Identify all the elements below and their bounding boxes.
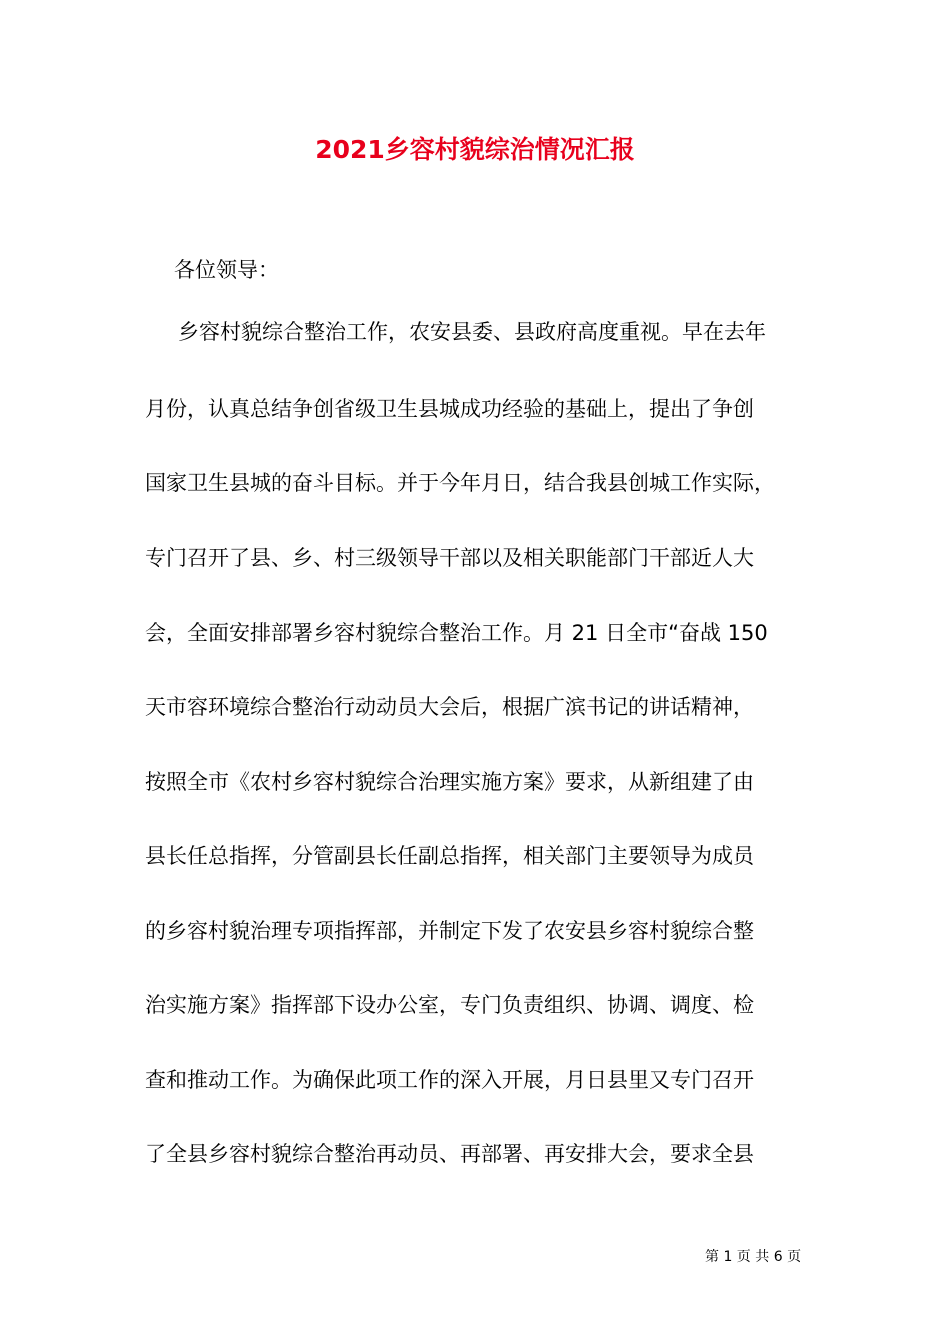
body-line: 查和推动工作。为确保此项工作的深入开展，月日县里又专门召开 [145,1068,754,1092]
body-line: 了全县乡容村貌综合整治再动员、再部署、再安排大会，要求全县 [145,1142,754,1166]
page-number: 第 1 页 共 6 页 [705,1249,802,1265]
body-line: 乡容村貌综合整治工作，农安县委、县政府高度重视。早在去年 [178,320,766,344]
body-line: 治实施方案》指挥部下设办公室，专门负责组织、协调、调度、检 [145,993,754,1017]
body-line: 月份，认真总结争创省级卫生县城成功经验的基础上，提出了争创 [145,397,754,421]
document-title: 2021乡容村貌综治情况汇报 [315,135,635,164]
body-line: 天市容环境综合整治行动动员大会后，根据广滨书记的讲话精神， [145,695,754,719]
body-line: 县长任总指挥，分管副县长任副总指挥，相关部门主要领导为成员 [145,844,754,868]
body-line: 的乡容村貌治理专项指挥部，并制定下发了农安县乡容村貌综合整 [145,919,754,943]
body-line: 按照全市《农村乡容村貌综合治理实施方案》要求，从新组建了由 [145,770,754,794]
greeting: 各位领导： [174,258,279,282]
body-line: 专门召开了县、乡、村三级领导干部以及相关职能部门干部近人大 [145,546,754,570]
body-line: 国家卫生县城的奋斗目标。并于今年月日，结合我县创城工作实际， [145,471,775,495]
body-line: 会，全面安排部署乡容村貌综合整治工作。月 21 日全市“奋战 150 [145,621,768,645]
